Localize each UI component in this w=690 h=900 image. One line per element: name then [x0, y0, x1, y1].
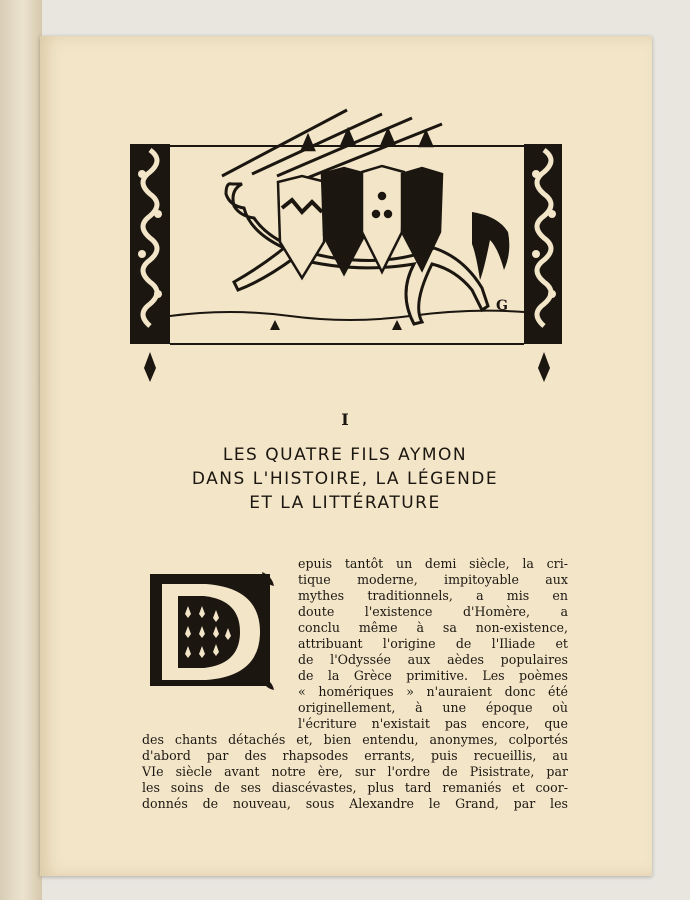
chapter-number: I [341, 410, 349, 429]
chapter-title [0, 443, 690, 515]
dropcap-d-ornament [150, 568, 278, 692]
left-ornament-border [130, 144, 170, 344]
body-line-15: les soins de ses diascévastes, plus tard remaniés et coor- [142, 780, 568, 795]
body-line-10: originellement, à une époque où [298, 700, 568, 715]
body-line-7: de l'Odyssée aux aèdes populaires [298, 652, 568, 667]
body-line-2: tique moderne, impitoyable aux [298, 572, 568, 587]
body-line-13: d'abord par des rhapsodes errants, puis recueillis, au [142, 748, 568, 763]
body-line-4: doute l'existence d'Homère, a [298, 604, 568, 619]
body-line-6: attribuant l'origine de l'Iliade et [298, 636, 568, 651]
body-line-3: mythes traditionnels, a mis en [298, 588, 568, 603]
body-line-8: de la Grèce primitive. Les poèmes [298, 668, 568, 683]
body-line-9: « homériques » n'auraient donc été [298, 684, 568, 699]
body-line-14: VIe siècle avant notre ère, sur l'ordre de Pisistrate, par [142, 764, 568, 779]
ground-flowers [270, 320, 402, 330]
body-line-16: donnés de nouveau, sous Alexandre le Grand, par les [142, 796, 568, 811]
artist-monogram: G [496, 298, 508, 314]
body-line-12: des chants détachés et, bien entendu, anonymes, colportés [142, 732, 568, 747]
right-finial [538, 352, 550, 382]
body-line-11: l'écriture n'existait pas encore, que [298, 716, 568, 731]
left-finial [144, 352, 156, 382]
body-line-1: epuis tantôt un demi siècle, la cri- [298, 556, 568, 571]
right-ornament-border [524, 144, 562, 344]
title-line-2: DANS L'HISTOIRE, LA LÉGENDE [191, 469, 499, 489]
title-line-1: LES QUATRE FILS AYMON [222, 445, 468, 465]
knights-vignette-illustration [92, 104, 562, 384]
title-line-3: ET LA LITTÉRATURE [249, 493, 441, 513]
body-line-5: conclu même à sa non-existence, [298, 620, 568, 635]
